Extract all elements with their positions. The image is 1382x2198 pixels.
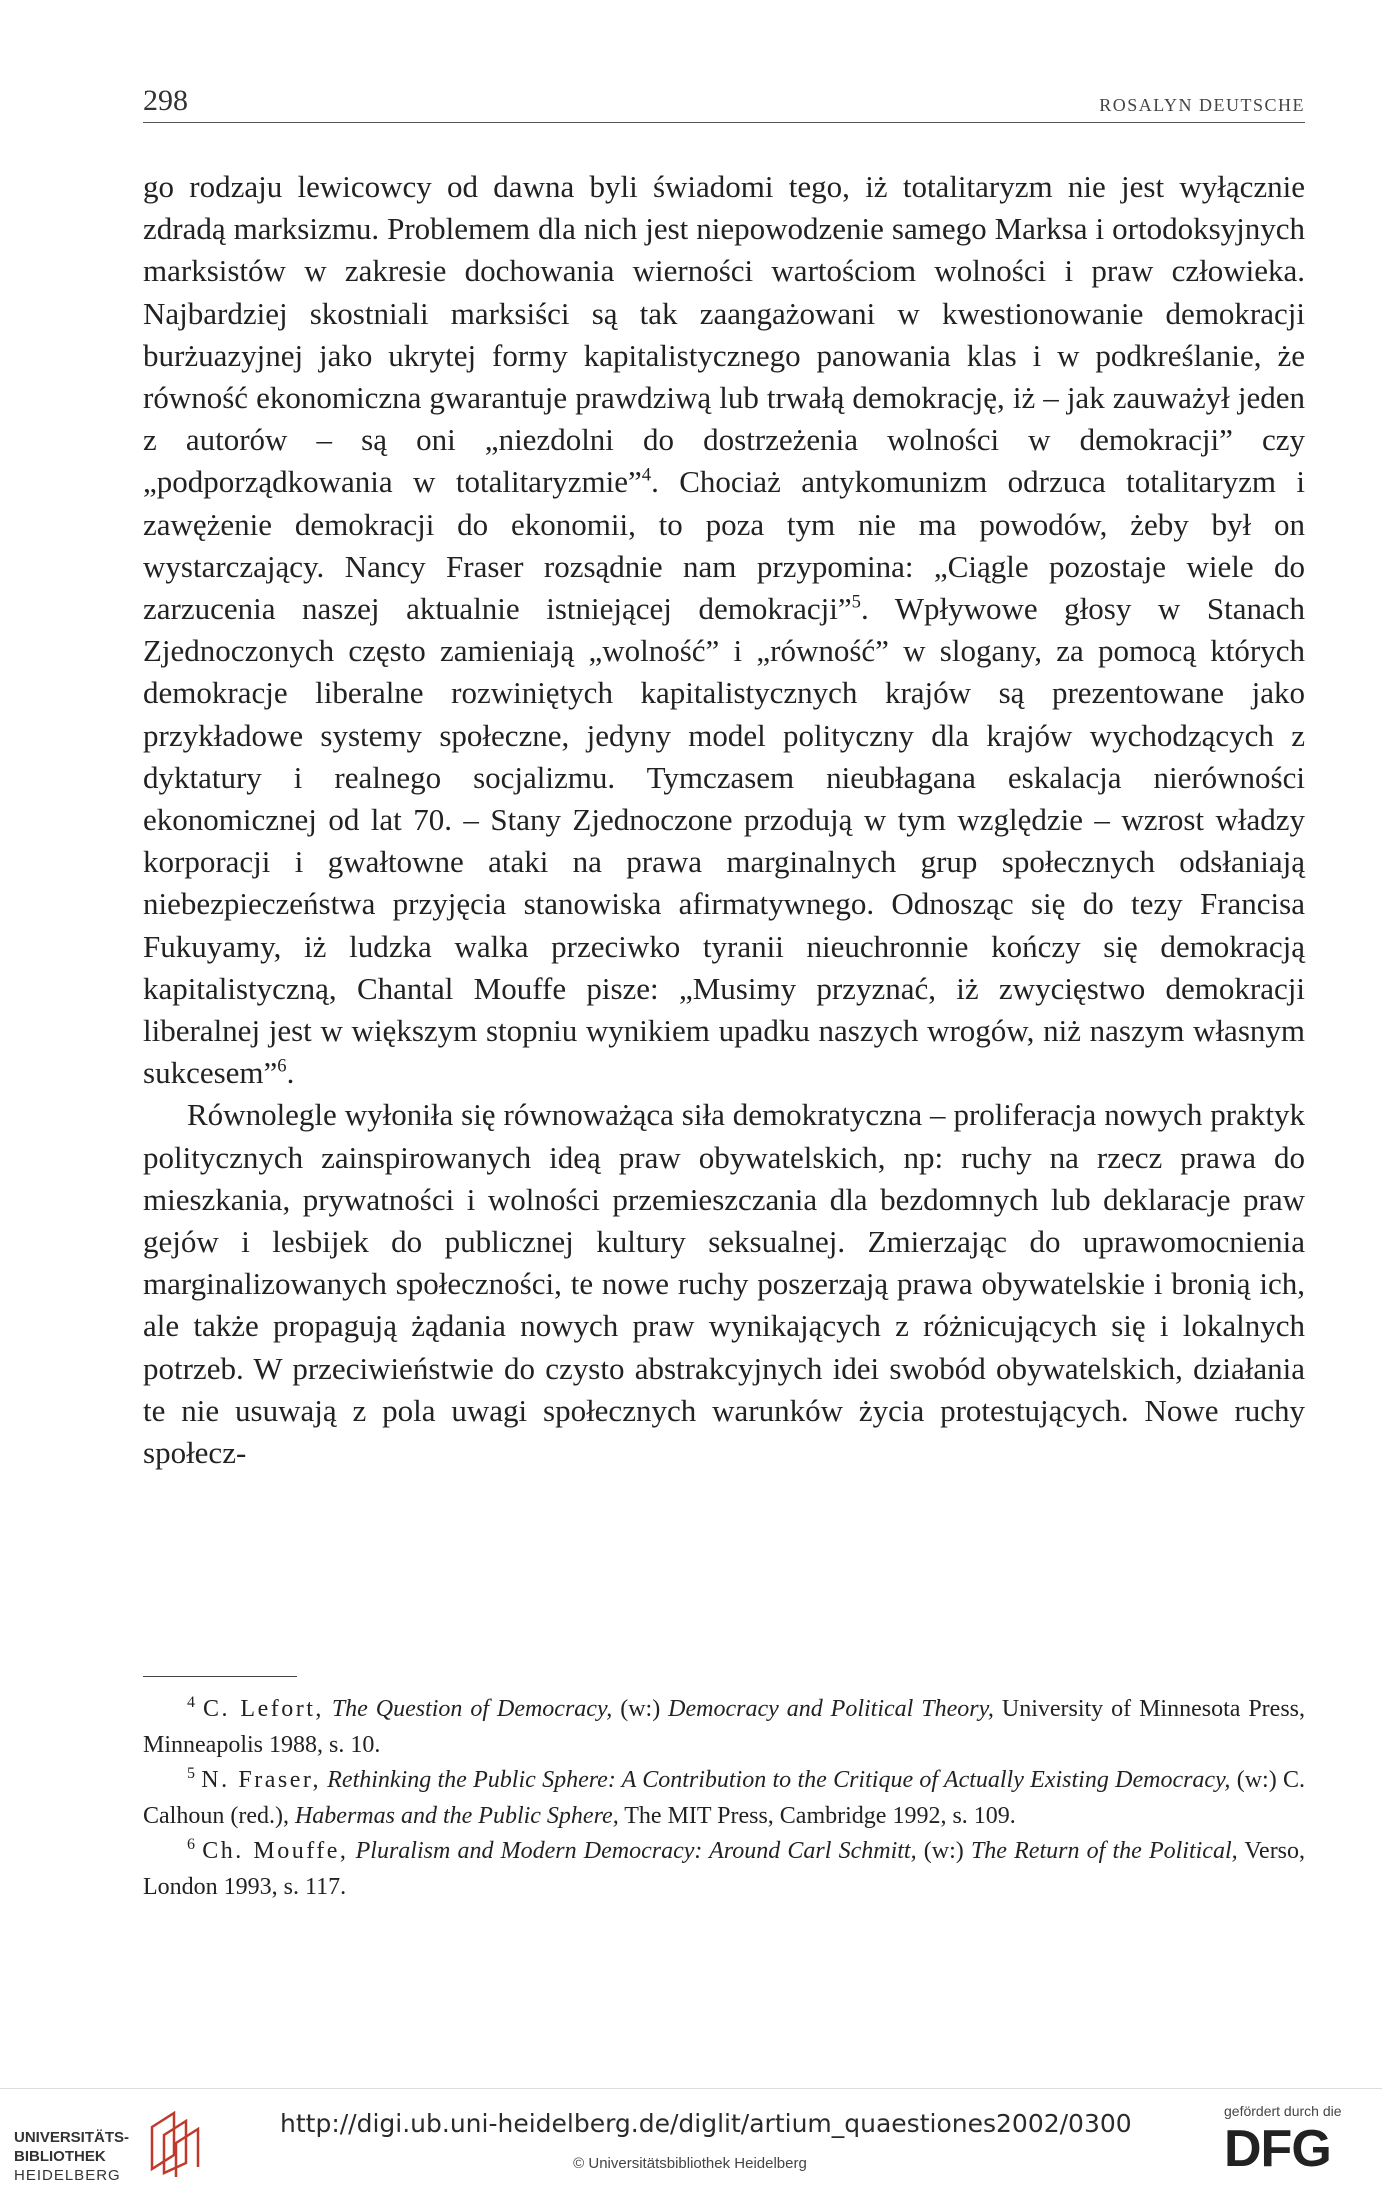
footnote-publisher: Verso, London 1993, s. 117. xyxy=(143,1838,1306,1900)
footnote-divider xyxy=(143,1676,297,1677)
footnote-publisher: University of Minnesota Press, Minneapolis 1988, s. 10. xyxy=(143,1696,1306,1758)
running-header xyxy=(143,78,1305,123)
footnote-title: The Question of Democracy, xyxy=(331,1696,613,1722)
footnote-book: Democracy and Political Theory, xyxy=(668,1696,994,1722)
footnote-title: Rethinking the Public Sphere: A Contribution to the Critique of Actually Existing Democracy, xyxy=(327,1767,1231,1793)
footnote-title: Pluralism and Modern Democracy: Around Carl Schmitt, xyxy=(355,1838,917,1864)
footnote-book: The Return of the Political, xyxy=(970,1838,1238,1864)
footnote-author: N. Fraser, xyxy=(201,1767,321,1793)
footnote-6 xyxy=(143,1834,1305,1905)
footnote-connector: (w:) C. Calhoun (red.), xyxy=(143,1767,1306,1829)
footnote-5 xyxy=(143,1763,1305,1834)
footnote-author: Ch. Mouffe, xyxy=(202,1838,349,1864)
library-name-line-1: UNIVERSITÄTS- xyxy=(14,2129,130,2146)
footnote-4 xyxy=(143,1692,1305,1763)
running-head-author: ROSALYN DEUTSCHE xyxy=(1099,95,1305,115)
footnote-ref-4[interactable]: 4 xyxy=(641,465,652,487)
dfg-caption: gefördert durch die xyxy=(1224,2103,1342,2119)
footnote-ref-6[interactable]: 6 xyxy=(277,1055,287,1077)
copyright-notice: © Universitätsbibliothek Heidelberg xyxy=(573,2155,807,2172)
paragraph-1-text-c: . Wpływowe głosy w Stanach Zjednoczonych często zamieniają „wolność” i „równość” w slogany, za pomocą których demokracje liberalne rozwiniętych kapitalistycznych krajów są prezentowane jako przykładowe systemy społeczne, jedyny model polityczny dla krajów wychodzących z dyktatury i realnego socjalizmu. Tymczasem nieubłagana eskalacja nierówności ekonomicznej od lat 70. – Stany Zjednoczone przodują w tym względzie – wzrost władzy korporacji i gwałtowne ataki na prawa marginalnych grup społecznych odsłaniają niebezpieczeństwa przyjęcia stanowiska afirmatywnego. Odnosząc się do tezy Francisa Fukuyamy, iż ludzka walka przeciwko tyranii nieuchronnie kończy się demokracją kapitalistyczną, Chantal Mouffe pisze: „Musimy przyznać, iż zwycięstwo demokracji liberalnej jest w większym stopniu wynikiem upadku naszych wrogów, niż naszym własnym sukcesem” xyxy=(143,591,1305,1091)
footnote-connector: (w:) xyxy=(612,1696,669,1722)
footnote-number: 6 xyxy=(187,1836,195,1853)
footnote-publisher: The MIT Press, Cambridge 1992, s. 109. xyxy=(618,1802,1016,1829)
library-name-line-2: BIBLIOTHEK xyxy=(14,2148,106,2165)
footnotes xyxy=(143,1692,1305,1905)
library-name-line-3: HEIDELBERG xyxy=(14,2167,121,2184)
footnote-number: 5 xyxy=(187,1765,195,1782)
paragraph-1 xyxy=(143,166,1305,1094)
dfg-logo-text: DFG xyxy=(1224,2120,1331,2178)
body-text xyxy=(143,166,1305,1474)
paragraph-1-text-d: . xyxy=(286,1055,295,1091)
footnote-connector: (w:) xyxy=(916,1838,971,1864)
dfg-sponsor-logo[interactable] xyxy=(1224,2103,1374,2193)
paragraph-2: Równolegle wyłoniła się równoważąca siła demokratyczna – proliferacja nowych praktyk politycznych zainspirowanych ideą praw obywatelskich, np: ruchy na rzecz prawa do mieszkania, prywatności i wolności przemieszczania dla bezdomnych lub deklaracje praw gejów i lesbijek do publicznej kultury seksualnej. Zmierzając do uprawomocnienia marginalizowanych społeczności, te nowe ruchy poszerzają prawa obywatelskie i bronią ich, ale także propagują żądania nowych praw wynikających z różnicujących się i lokalnych potrzeb. W przeciwieństwie do czysto abstrakcyjnych idei swobód obywatelskich, działania te nie usuwają z pola uwagi społecznych warunków życia protestujących. Nowe ruchy społecz- xyxy=(143,1097,1305,1471)
library-emblem-icon xyxy=(144,2107,204,2179)
footnote-number: 4 xyxy=(187,1694,195,1711)
footnote-ref-5[interactable]: 5 xyxy=(851,591,861,613)
paragraph-1-text-a: go rodzaju lewicowcy od dawna byli świadomi tego, iż totalitaryzm nie jest wyłącznie zdradą marksizmu. Problemem dla nich jest niepowodzenie samego Marksa i ortodoksyjnych marksistów w zakresie dochowania wierności wartościom wolności i praw człowieka. Najbardziej skostniali marksiści są tak zaangażowani w kwestionowanie demokracji burżuazyjnej jako ukrytej formy kapitalistycznego panowania klas i w podkreślanie, że równość ekonomiczna gwarantuje prawdziwą lub trwałą demokrację, iż – jak zauważył jeden z autorów – są oni „niezdolni do dostrzeżenia wolności w demokracji” czy „podporządkowania w totalitaryzmie” xyxy=(143,169,1305,500)
footnote-book: Habermas and the Public Sphere, xyxy=(294,1802,619,1829)
paragraph-1-text-b: . Chociaż antykomunizm odrzuca totalitaryzm i zawężenie demokracji do ekonomii, to poza tym nie ma powodów, żeby był on wystarczający. Nancy Fraser rozsądnie nam przypomina: „Ciągle pozostaje wiele do zarzucenia naszej aktualnie istniejącej demokracji” xyxy=(143,464,1305,627)
digitization-footer xyxy=(0,2088,1382,2198)
source-url-link[interactable]: http://digi.ub.uni-heidelberg.de/diglit/artium_quaestiones2002/0300 xyxy=(280,2109,1132,2138)
university-library-logo[interactable] xyxy=(14,2101,234,2184)
footnote-author: C. Lefort, xyxy=(202,1696,324,1722)
page-number: 298 xyxy=(143,84,188,117)
